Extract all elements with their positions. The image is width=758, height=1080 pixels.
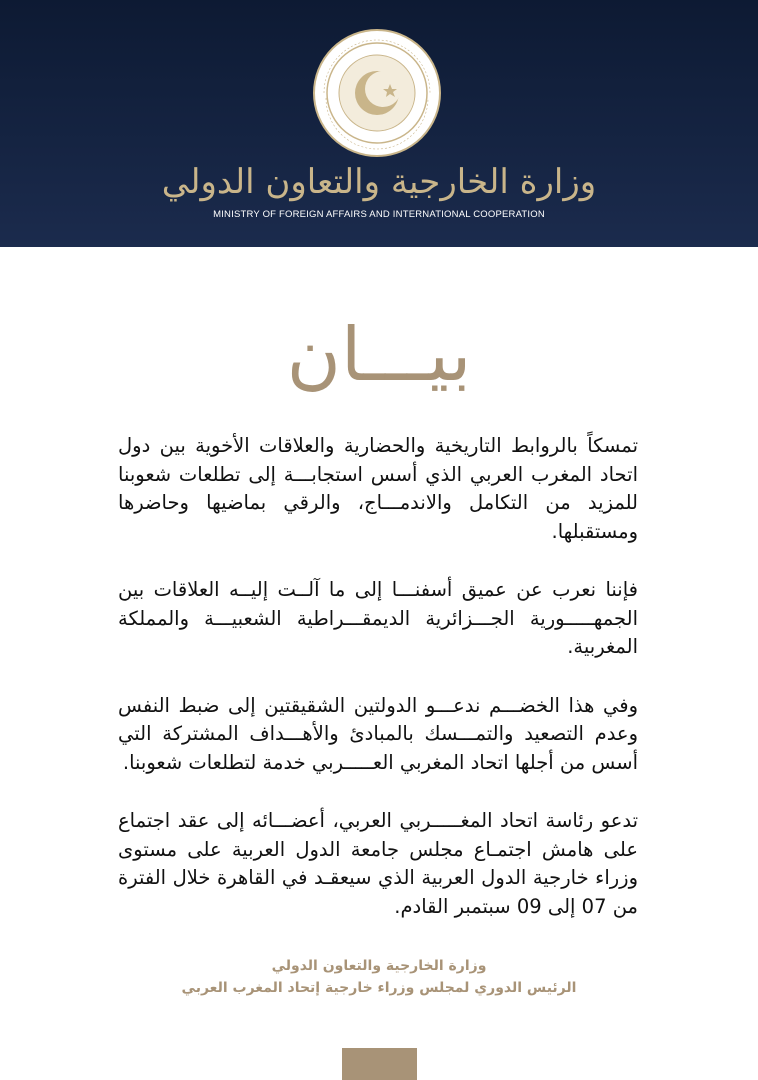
footer-decoration-bar bbox=[342, 1048, 417, 1080]
paragraph-3: وفي هذا الخضـــم ندعـــو الدولتين الشقيقتين إلى ضبط النفس وعدم التصعيد والتمـــسك بالمبادئ والأهـــداف المشتركة التي أسس من أجلها اتحاد المغربي العـــــربي خدمة لتطلعات شعوبنا. bbox=[118, 693, 638, 774]
ministry-name-english: MINISTRY OF FOREIGN AFFAIRS AND INTERNATIONAL COOPERATION bbox=[213, 209, 545, 220]
statement-body bbox=[118, 432, 638, 951]
paragraph-4: تدعو رئاسة اتحاد المغـــــربي العربي، أعضـــائه إلى عقد اجتماع على هامش اجتمـاع مجلس جامعة الدول العربية على مستوى وزراء خارجية الدول العربية الذي سيعقـد في القاهرة خلال الفترة من 07 إلى 09 سبتمبر القادم. bbox=[118, 809, 638, 918]
signature-block bbox=[0, 955, 758, 999]
page-header bbox=[0, 0, 758, 247]
state-seal-logo bbox=[312, 28, 442, 158]
signature-ministry: وزارة الخارجية والتعاون الدولي bbox=[271, 958, 487, 974]
paragraph-2: فإننا نعرب عن عميق أسفنـــا إلى ما آلــت إليــه العلاقات بين الجمهـــــورية الجـــزائرية الديمقـــراطية الشعبيـــة والمملكة المغربية. bbox=[118, 578, 638, 658]
paragraph-1: تمسكاً بالروابط التاريخية والحضارية والعلاقات الأخوية بين دول اتحاد المغرب العربي الذي أسس استجابـــة إلى تطلعات شعوبنا للمزيد من التكامل والاندمـــاج، والرقي بماضيها وحاضرها ومستقبلها. bbox=[118, 434, 638, 543]
signature-title: الرئيس الدوري لمجلس وزراء خارجية إتحاد المغرب العربي bbox=[181, 980, 577, 996]
ministry-name-arabic: وزارة الخارجية والتعاون الدولي bbox=[161, 162, 597, 202]
statement-title: بيـــان bbox=[286, 312, 472, 398]
